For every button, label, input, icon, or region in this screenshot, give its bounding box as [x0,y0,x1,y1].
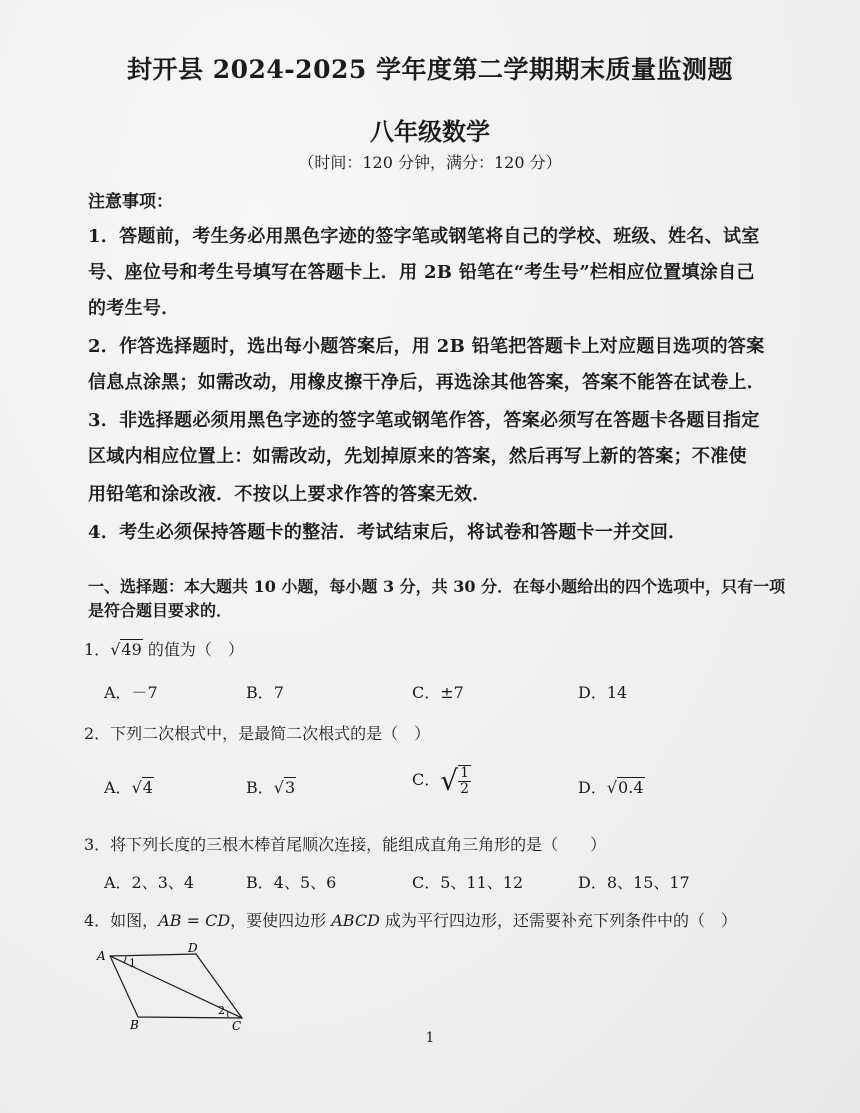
radicand: 0.4 [618,778,644,797]
option-d [578,775,645,798]
question-1 [84,637,244,660]
shape-name: ABCD [331,911,380,930]
question-text: 成为平行四边形，还需要补充下列条件中的（ ） [379,911,738,930]
exam-title: 封开县 2024-2025 学年度第二学期期末质量监测题 [127,55,733,84]
condition: AB = CD [158,911,231,930]
notice-title: 注意事项： [88,192,173,212]
option-a: A．－7 [104,683,158,702]
sqrt-expression: √49 [110,640,142,659]
page-number: 1 [425,1030,435,1046]
notice-line: 号、座位号和考生号填写在答题卡上．用 2B 铅笔在“考生号”栏相应位置填涂自己 [88,262,755,283]
radicand: 49 [121,640,142,659]
option-c [412,764,471,797]
radicand: 4 [142,778,153,797]
question-4 [84,908,737,931]
section-heading-line: 是符合题目要求的． [88,601,233,620]
option-b: B．4、5、6 [246,873,337,892]
question-text: 的值为（ ） [147,640,244,659]
notice-line: 区域内相应位置上：如需改动，先划掉原来的答案，然后再写上新的答案；不准使 [88,446,747,467]
angle-2-label: 2 [218,1004,225,1017]
option-label: A． [104,778,132,797]
sqrt-expression: √0.4 [606,778,644,797]
option-d: D．8、15、17 [578,873,690,892]
vertex-b-label: B [130,1018,139,1032]
question-text: 4．如图， [84,911,159,930]
question-2: 2．下列二次根式中，是最简二次根式的是（ ） [84,724,431,743]
angle-1-arc [124,956,126,963]
notice-line: 2．作答选择题时，选出每小题答案后，用 2B 铅笔把答题卡上对应题目选项的答案 [88,336,765,357]
option-c: C．±7 [412,683,464,702]
notice-line: 用铅笔和涂改液．不按以上要求作答的答案无效． [88,484,491,505]
question-text: ，要使四边形 [230,911,332,930]
section-heading-line: 一、选择题：本大题共 10 小题，每小题 3 分，共 30 分．在每小题给出的四个选项中，只有一项 [88,577,786,596]
radicand: 3 [284,778,296,797]
fraction [458,765,471,797]
vertex-c-label: C [232,1019,242,1033]
option-d: D．14 [578,683,628,702]
angle-1-label: 1 [129,957,136,970]
question-number: 1． [84,640,111,659]
vertex-a-label: A [97,949,106,963]
option-label: C． [412,770,441,789]
notice-line: 信息点涂黑；如需改动，用橡皮擦干净后，再选涂其他答案，答案不能答在试卷上． [88,372,766,393]
notice-line: 的考生号． [88,298,180,319]
notice-line: 3．非选择题必须用黑色字迹的签字笔或钢笔作答，答案必须写在答题卡各题目指定 [88,410,760,431]
option-label: D． [578,778,607,797]
sqrt-sign: √ [440,764,459,797]
notice-line: 4．考生必须保持答题卡的整洁．考试结束后，将试卷和答题卡一并交回． [88,522,687,543]
vertex-d-label: D [188,941,198,955]
time-info: （时间：120 分钟，满分：120 分） [298,153,562,172]
sqrt-expression: √3 [273,778,296,797]
option-label: B． [246,778,274,797]
sqrt-expression: √4 [131,778,153,797]
exam-subtitle: 八年级数学 [370,117,490,146]
question-3: 3．将下列长度的三根木棒首尾顺次连接，能组成直角三角形的是（ ） [84,835,607,854]
option-a [104,775,154,798]
option-c: C．5、11、12 [412,873,524,892]
option-b [246,775,296,798]
option-a: A．2、3、4 [104,873,195,892]
parallelogram-figure [92,938,252,1033]
notice-line: 1．答题前，考生务必用黑色字迹的签字笔或钢笔将自己的学校、班级、姓名、试室 [88,226,760,247]
denominator: 2 [460,780,470,797]
numerator: 1 [460,764,470,781]
option-b: B．7 [246,683,284,702]
